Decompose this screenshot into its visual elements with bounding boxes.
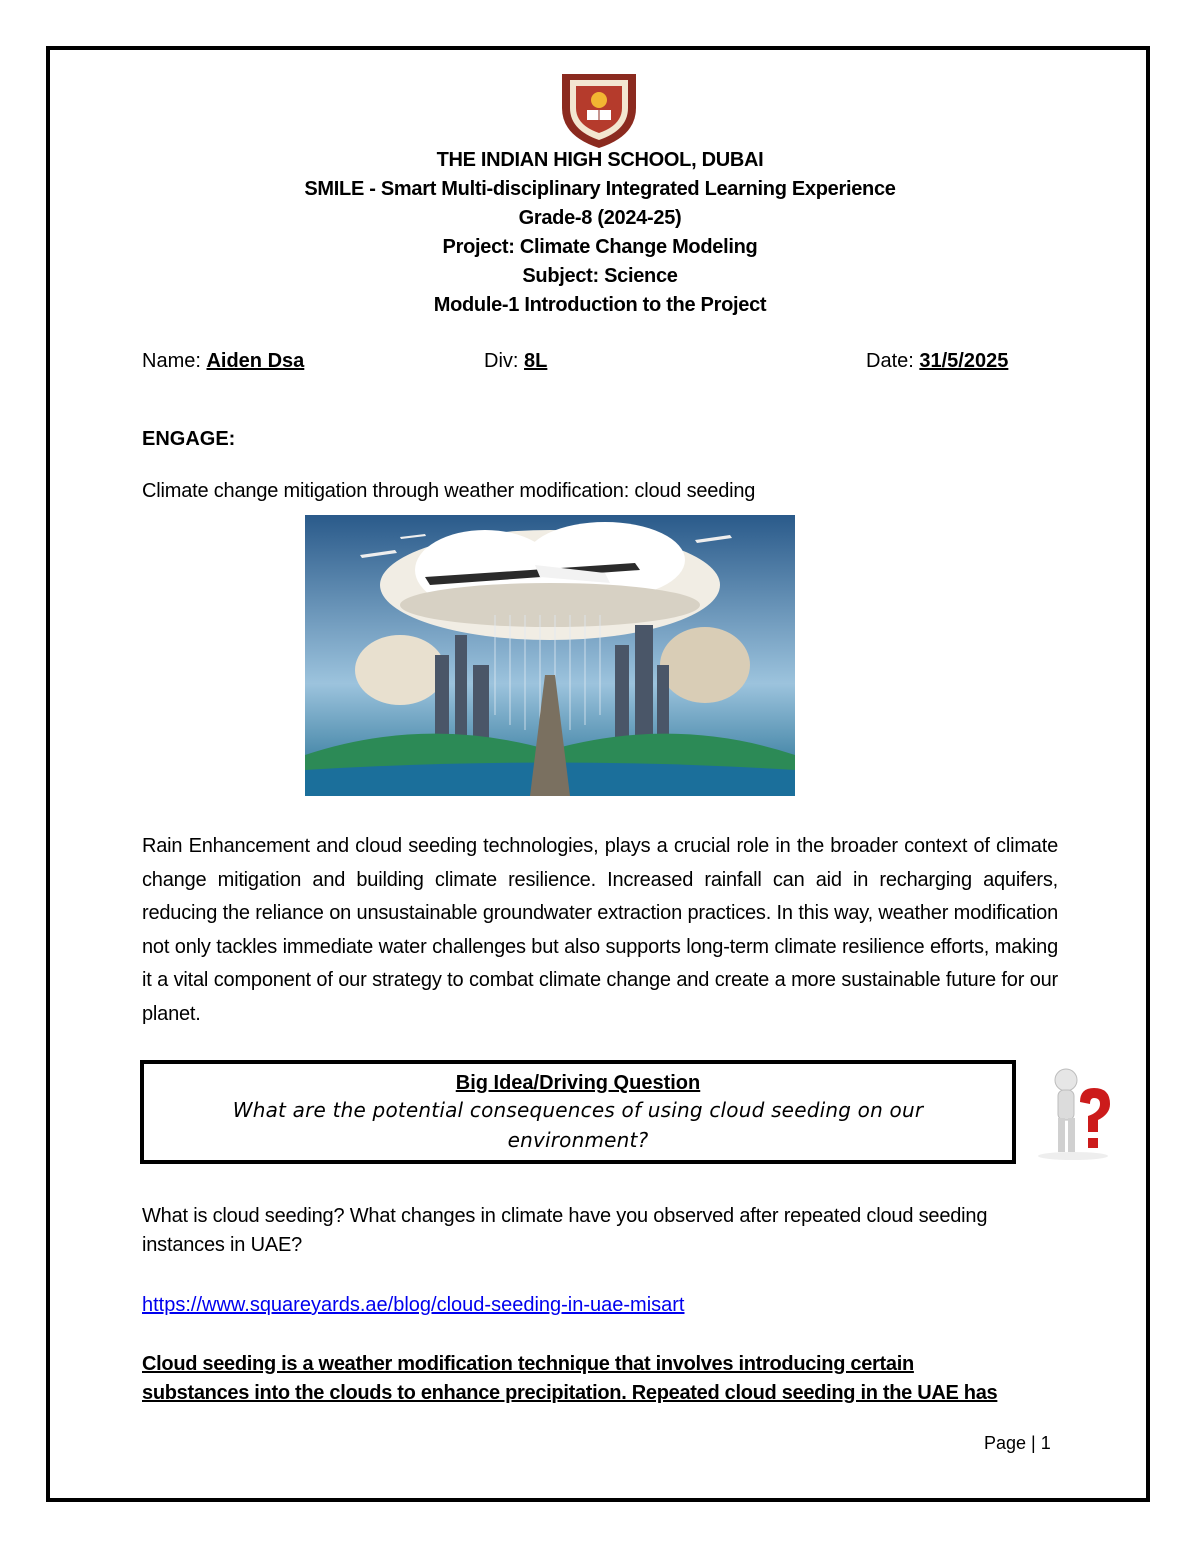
school-crest-logo (554, 70, 644, 150)
subject-line: Subject: Science (522, 265, 678, 287)
program-name: SMILE - Smart Multi-disciplinary Integrated Learning Experience (304, 178, 896, 200)
cloud-seeding-illustration (305, 515, 795, 796)
document-header (150, 146, 1050, 320)
page-number: Page | 1 (984, 1433, 1051, 1453)
project-line: Project: Climate Change Modeling (442, 236, 758, 258)
div-value: 8L (524, 350, 548, 372)
date-label: Date: (866, 350, 914, 372)
name-label: Name: (142, 350, 201, 372)
squareyards-link[interactable]: https://www.squareyards.ae/blog/cloud-seeding-in-uae-misart (142, 1294, 685, 1316)
engage-intro: Climate change mitigation through weather modification: cloud seeding (142, 480, 756, 502)
big-idea-question: What are the potential consequences of using cloud seeding on our environment? (232, 1098, 924, 1152)
div-field (484, 350, 547, 373)
answer-line-1: Cloud seeding is a weather modification technique that involves introducing certain (142, 1353, 914, 1375)
div-label: Div: (484, 350, 519, 372)
big-idea-title: Big Idea/Driving Question (455, 1072, 701, 1094)
answer-line-2: substances into the clouds to enhance precipitation. Repeated cloud seeding in the UAE has (142, 1382, 998, 1404)
engage-paragraph: Rain Enhancement and cloud seeding technologies, plays a crucial role in the broader context of climate change mitigation and building climate resilience. Increased rainfall can aid in recharging aquifers, reducing the reliance on unsustainable groundwater extraction practices. In this way, weather modification not only tackles immediate water challenges but also supports long-term climate resilience efforts, making it a vital component of our strategy to combat climate change and create a more sustainable future for our planet. (142, 835, 1058, 1025)
big-idea-box (140, 1060, 1016, 1164)
grade-line: Grade-8 (2024-25) (518, 207, 682, 229)
date-field (866, 350, 1008, 373)
question-figure-icon (1028, 1066, 1118, 1162)
name-value: Aiden Dsa (206, 350, 305, 372)
date-value: 31/5/2025 (919, 350, 1009, 372)
school-name: THE INDIAN HIGH SCHOOL, DUBAI (436, 149, 764, 171)
cloud-seeding-question: What is cloud seeding? What changes in climate have you observed after repeated cloud seeding instances in UAE? (142, 1205, 988, 1256)
answer-text (142, 1350, 1052, 1408)
module-line: Module-1 Introduction to the Project (433, 294, 767, 316)
name-field (142, 350, 304, 373)
engage-heading: ENGAGE: (142, 428, 236, 450)
